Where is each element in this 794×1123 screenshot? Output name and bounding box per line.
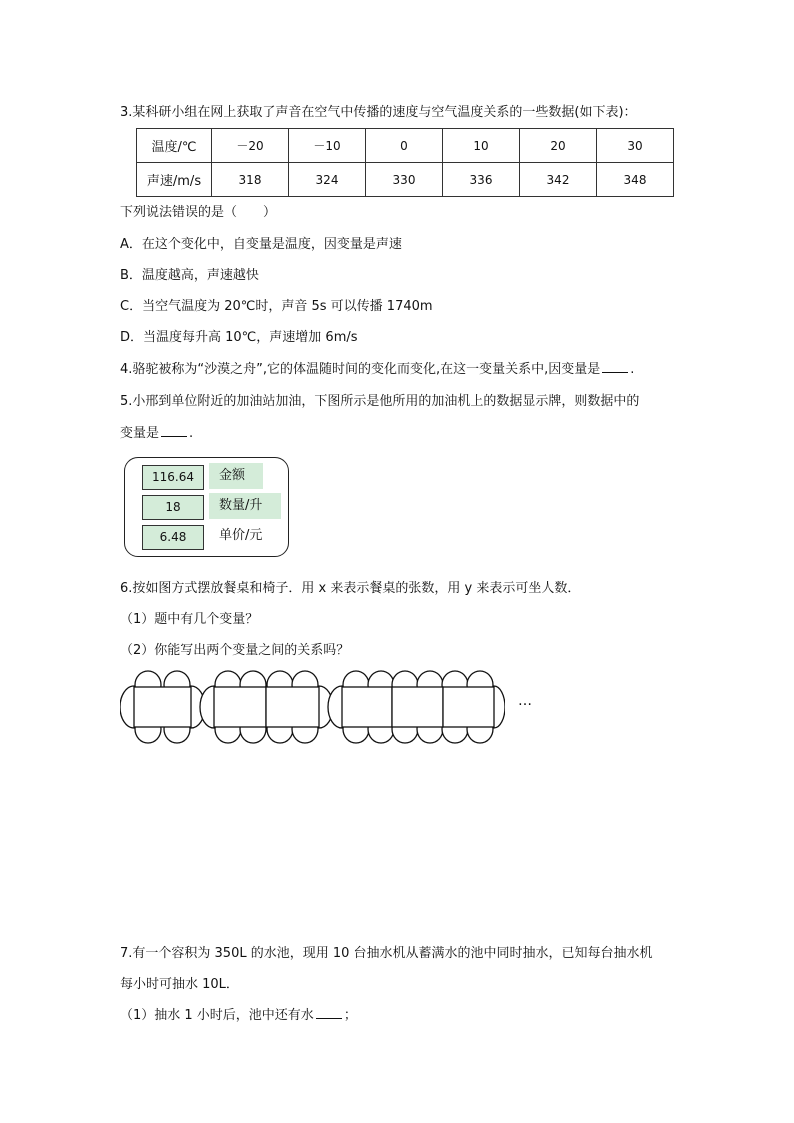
table-row-speed <box>137 163 674 197</box>
q5-line1: 5.小邢到单位附近的加油站加油，下图所示是他所用的加油机上的数据显示牌，则数据中的 <box>120 394 640 409</box>
ellipsis: … <box>518 693 533 709</box>
answer-blank[interactable] <box>316 1006 342 1019</box>
table-cell: 348 <box>597 163 674 197</box>
table-row-temperature <box>137 129 674 163</box>
q3-question: 下列说法错误的是（ ） <box>120 205 277 220</box>
table-cell: 336 <box>443 163 520 197</box>
dining-tables-figure <box>120 668 505 746</box>
q5-end: . <box>189 426 194 441</box>
answer-blank[interactable] <box>161 424 187 437</box>
price-value: 6.48 <box>142 525 204 550</box>
answer-blank[interactable] <box>602 360 628 373</box>
q6-stem: 6.按如图方式摆放餐桌和椅子．用 x 来表示餐桌的张数，用 y 来表示可坐人数． <box>120 581 581 596</box>
fuel-pump-display <box>124 457 289 557</box>
q7-sub1-stem: （1）抽水 1 小时后，池中还有水 <box>120 1008 314 1023</box>
table-header-speed: 声速/m/s <box>137 163 212 197</box>
table-group-2 <box>200 671 333 743</box>
table-cell: 324 <box>289 163 366 197</box>
q4-stem: 4.骆驼被称为“沙漠之舟”,它的体温随时间的变化而变化,在这一变量关系中,因变量是 <box>120 362 601 377</box>
q4-text <box>120 360 634 379</box>
volume-label: 数量/升 <box>209 493 281 519</box>
q3-option-a: A．在这个变化中，自变量是温度，因变量是声速 <box>120 237 402 252</box>
q7-line2: 每小时可抽水 10L． <box>120 977 239 992</box>
table-cell: 30 <box>597 129 674 163</box>
q5-line2 <box>120 424 193 443</box>
table-cell: －20 <box>212 129 289 163</box>
q4-end: . <box>630 362 635 377</box>
table-group-3 <box>328 671 505 743</box>
q7-line1: 7.有一个容积为 350L 的水池，现用 10 台抽水机从蓄满水的池中同时抽水，已知每台抽水机 <box>120 946 653 961</box>
q6-sub2: （2）你能写出两个变量之间的关系吗？ <box>120 643 350 658</box>
table-cell: －10 <box>289 129 366 163</box>
amount-label: 金额 <box>209 463 263 489</box>
table-cell: 318 <box>212 163 289 197</box>
table-cell: 342 <box>520 163 597 197</box>
q3-stem: 3.某科研小组在网上获取了声音在空气中传播的速度与空气温度关系的一些数据(如下表)： <box>120 105 637 120</box>
q7-sub1 <box>120 1006 357 1025</box>
table-group-1 <box>120 671 205 743</box>
table-cell: 0 <box>366 129 443 163</box>
amount-value: 116.64 <box>142 465 204 490</box>
q5-stem: 变量是 <box>120 426 160 441</box>
table-cell: 330 <box>366 163 443 197</box>
table-header-temperature: 温度/℃ <box>137 129 212 163</box>
volume-value: 18 <box>142 495 204 520</box>
q3-option-b: B．温度越高，声速越快 <box>120 268 259 283</box>
q7-sub1-end: ； <box>343 1008 357 1023</box>
speed-temperature-table <box>136 128 674 197</box>
table-cell: 10 <box>443 129 520 163</box>
q6-sub1: （1）题中有几个变量？ <box>120 612 259 627</box>
price-label: 单价/元 <box>219 528 263 543</box>
table-cell: 20 <box>520 129 597 163</box>
q3-option-d: D．当温度每升高 10℃，声速增加 6m/s <box>120 330 358 345</box>
q3-option-c: C．当空气温度为 20℃时，声音 5s 可以传播 1740m <box>120 299 433 314</box>
